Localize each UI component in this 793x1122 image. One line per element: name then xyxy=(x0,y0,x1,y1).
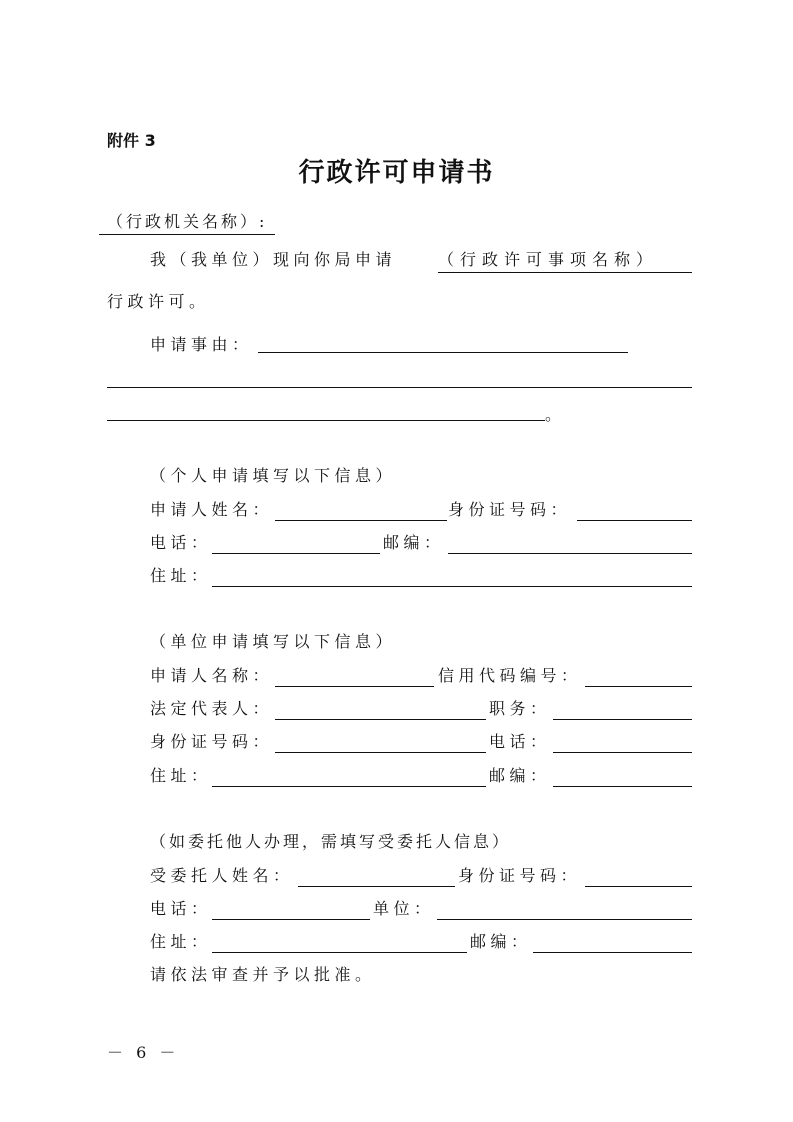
org-credit-code-field[interactable] xyxy=(585,686,692,687)
org-phone-label: 电话： xyxy=(489,732,551,751)
apply-suffix: 行政许可。 xyxy=(107,292,210,311)
agency-name-field[interactable]: （行政机关名称）: xyxy=(99,212,275,235)
agent-phone-field[interactable] xyxy=(212,919,370,920)
personal-heading: （个人申请填写以下信息） xyxy=(150,466,397,485)
organization-heading: （单位申请填写以下信息） xyxy=(150,632,397,651)
org-id-label: 身份证号码： xyxy=(150,732,274,751)
org-position-field[interactable] xyxy=(553,719,692,720)
reason-line-2[interactable] xyxy=(107,387,692,388)
agent-zip-field[interactable] xyxy=(533,952,692,953)
agent-heading: （如委托他人办理，需填写受委托人信息） xyxy=(150,832,512,851)
agent-phone-label: 电话： xyxy=(150,899,212,918)
personal-id-label: 身份证号码： xyxy=(448,500,572,519)
attachment-label: 附件 3 xyxy=(107,131,156,150)
org-id-field[interactable] xyxy=(275,752,486,753)
org-credit-code-label: 信用代码编号： xyxy=(438,666,582,685)
org-name-field[interactable] xyxy=(275,686,434,687)
personal-zip-label: 邮编： xyxy=(383,533,445,552)
reason-label: 申请事由： xyxy=(150,335,253,354)
personal-address-label: 住址： xyxy=(150,566,212,585)
personal-phone-field[interactable] xyxy=(212,553,380,554)
agent-address-label: 住址： xyxy=(150,932,212,951)
personal-name-label: 申请人姓名： xyxy=(150,500,274,519)
reason-period: 。 xyxy=(545,405,566,424)
org-position-label: 职务： xyxy=(489,699,551,718)
reason-line-1[interactable] xyxy=(258,352,628,353)
personal-name-field[interactable] xyxy=(275,520,447,521)
personal-id-field[interactable] xyxy=(577,520,692,521)
apply-statement: 我（我单位）现向你局申请 xyxy=(150,250,397,269)
org-address-label: 住址： xyxy=(150,766,212,785)
agent-unit-field[interactable] xyxy=(437,919,692,920)
personal-zip-field[interactable] xyxy=(448,553,692,554)
agent-zip-label: 邮编： xyxy=(470,932,532,951)
agent-unit-label: 单位： xyxy=(373,899,435,918)
org-zip-label: 邮编： xyxy=(489,766,551,785)
page-number: － 6 － xyxy=(107,1043,180,1062)
org-address-field[interactable] xyxy=(212,786,486,787)
org-legal-rep-field[interactable] xyxy=(275,719,486,720)
agent-name-field[interactable] xyxy=(298,886,455,887)
org-phone-field[interactable] xyxy=(553,752,692,753)
agent-name-label: 受委托人姓名： xyxy=(150,866,294,885)
personal-address-field[interactable] xyxy=(212,586,692,587)
agent-id-field[interactable] xyxy=(585,886,692,887)
permit-item-field[interactable]: （行政许可事项名称） xyxy=(438,250,692,273)
document-title: 行政许可申请书 xyxy=(298,158,495,188)
org-legal-rep-label: 法定代表人： xyxy=(150,699,274,718)
reason-line-3[interactable] xyxy=(107,420,545,421)
agent-id-label: 身份证号码： xyxy=(458,866,582,885)
agent-address-field[interactable] xyxy=(212,952,467,953)
org-zip-field[interactable] xyxy=(553,786,692,787)
personal-phone-label: 电话： xyxy=(150,533,212,552)
closing-statement: 请依法审查并予以批准。 xyxy=(150,965,376,984)
org-name-label: 申请人名称： xyxy=(150,666,274,685)
